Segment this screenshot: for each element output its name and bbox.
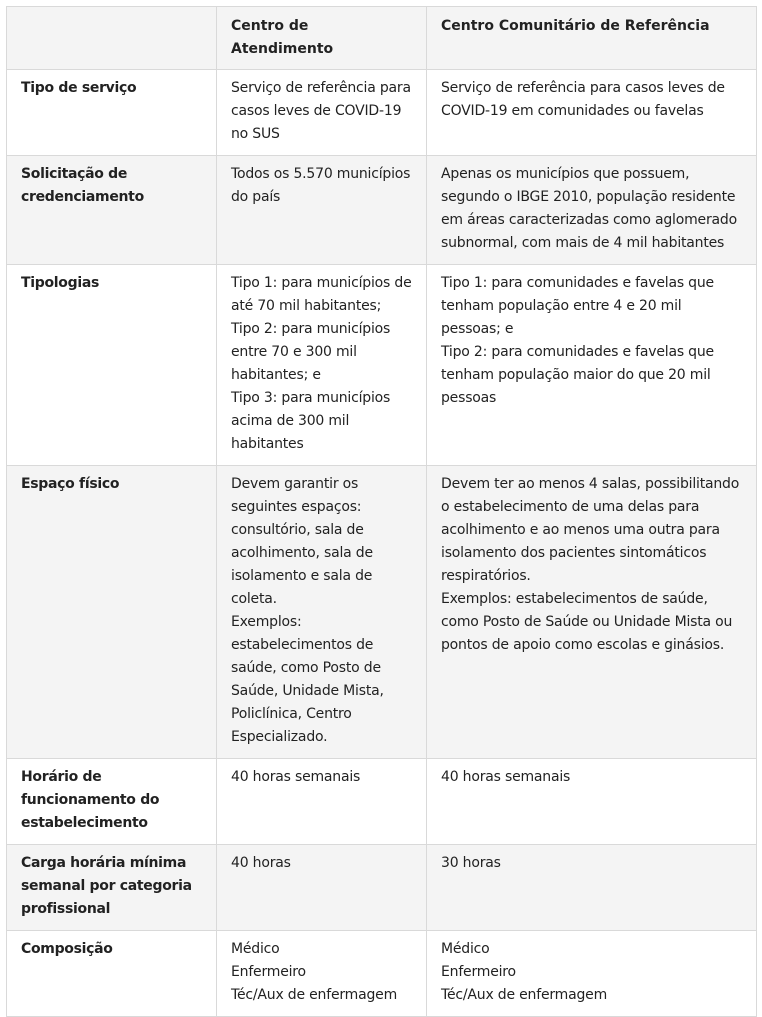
cell-centro-atendimento bbox=[217, 156, 427, 265]
cell-centro-comunitario bbox=[427, 466, 757, 759]
cell-paragraph: Téc/Aux de enfermagem bbox=[231, 987, 398, 1003]
table-row bbox=[7, 265, 757, 466]
row-label: Carga horária mínima semanal por categoria profissional bbox=[7, 845, 217, 931]
cell-paragraph: 40 horas semanais bbox=[441, 769, 571, 785]
cell-paragraph: Exemplos: estabelecimentos de saúde, como Posto de Saúde, Unidade Mista, Policlínica, Centro Especializado. bbox=[231, 614, 384, 745]
cell-paragraph: Tipo 2: para municípios entre 70 e 300 mil habitantes; e bbox=[231, 321, 391, 383]
cell-paragraph: Tipo 3: para municípios acima de 300 mil habitantes bbox=[231, 390, 391, 452]
table-row bbox=[7, 759, 757, 845]
cell-paragraph: Tipo 1: para comunidades e favelas que tenham população entre 4 e 20 mil pessoas; e bbox=[441, 275, 714, 337]
cell-centro-atendimento bbox=[217, 759, 427, 845]
cell-paragraph: Devem ter ao menos 4 salas, possibilitando o estabelecimento de uma delas para acolhimento e ao menos uma outra para isolamento dos pacientes sintomáticos respiratórios. bbox=[441, 476, 740, 584]
row-label: Horário de funcionamento do estabelecimento bbox=[7, 759, 217, 845]
cell-centro-comunitario bbox=[427, 156, 757, 265]
row-label: Tipologias bbox=[7, 265, 217, 466]
table-row bbox=[7, 466, 757, 759]
cell-centro-comunitario bbox=[427, 70, 757, 156]
cell-paragraph: Serviço de referência para casos leves de COVID-19 no SUS bbox=[231, 80, 411, 142]
table-header-row bbox=[7, 7, 757, 70]
cell-paragraph: Devem garantir os seguintes espaços: consultório, sala de acolhimento, sala de isolamento e sala de coleta. bbox=[231, 476, 373, 607]
cell-centro-comunitario bbox=[427, 845, 757, 931]
cell-paragraph: 40 horas semanais bbox=[231, 769, 361, 785]
cell-centro-atendimento bbox=[217, 931, 427, 1017]
cell-paragraph: Apenas os municípios que possuem, segundo o IBGE 2010, população residente em áreas caracterizadas como aglomerado subnormal, com mais de 4 mil habitantes bbox=[441, 166, 737, 251]
table-body bbox=[7, 70, 757, 1017]
cell-paragraph: Todos os 5.570 municípios do país bbox=[231, 166, 411, 205]
cell-paragraph: Enfermeiro bbox=[231, 964, 306, 980]
cell-paragraph: 30 horas bbox=[441, 855, 501, 871]
comparison-table bbox=[6, 6, 757, 1017]
row-label: Solicitação de credenciamento bbox=[7, 156, 217, 265]
header-cell-empty bbox=[7, 7, 217, 70]
cell-centro-atendimento bbox=[217, 845, 427, 931]
cell-paragraph: Téc/Aux de enfermagem bbox=[441, 987, 608, 1003]
table-row bbox=[7, 156, 757, 265]
cell-centro-atendimento bbox=[217, 70, 427, 156]
row-label: Tipo de serviço bbox=[7, 70, 217, 156]
table-row bbox=[7, 70, 757, 156]
cell-paragraph: Serviço de referência para casos leves de COVID-19 em comunidades ou favelas bbox=[441, 80, 725, 119]
cell-centro-atendimento bbox=[217, 466, 427, 759]
cell-centro-atendimento bbox=[217, 265, 427, 466]
cell-paragraph: 40 horas bbox=[231, 855, 291, 871]
cell-paragraph: Tipo 2: para comunidades e favelas que tenham população maior do que 20 mil pessoas bbox=[441, 344, 714, 406]
cell-paragraph: Enfermeiro bbox=[441, 964, 516, 980]
table-row bbox=[7, 931, 757, 1017]
cell-paragraph: Tipo 1: para municípios de até 70 mil habitantes; bbox=[231, 275, 412, 314]
cell-paragraph: Médico bbox=[231, 941, 280, 957]
row-label: Espaço físico bbox=[7, 466, 217, 759]
header-cell-centro-atendimento: Centro de Atendimento bbox=[217, 7, 427, 70]
cell-paragraph: Médico bbox=[441, 941, 490, 957]
cell-centro-comunitario bbox=[427, 265, 757, 466]
table-row bbox=[7, 845, 757, 931]
header-cell-centro-comunitario: Centro Comunitário de Referência bbox=[427, 7, 757, 70]
cell-centro-comunitario bbox=[427, 931, 757, 1017]
row-label: Composição bbox=[7, 931, 217, 1017]
cell-paragraph: Exemplos: estabelecimentos de saúde, como Posto de Saúde ou Unidade Mista ou pontos de apoio como escolas e ginásios. bbox=[441, 591, 733, 653]
cell-centro-comunitario bbox=[427, 759, 757, 845]
